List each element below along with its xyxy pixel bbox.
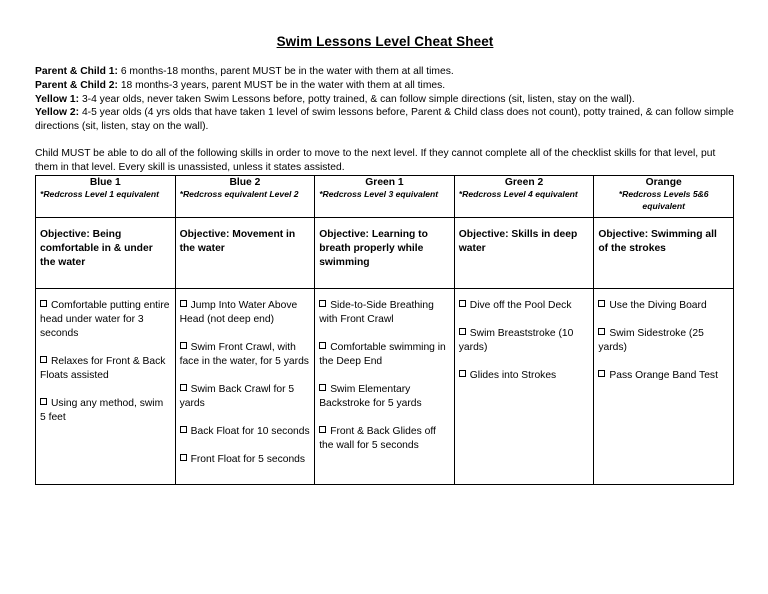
objective-blue-2: Objective: Movement in the water <box>175 217 315 288</box>
checkbox-icon[interactable] <box>319 384 326 391</box>
level-parent-child-1: Parent & Child 1: 6 months-18 months, parent MUST be in the water with them at all times. <box>35 66 454 77</box>
objective-green-1: Objective: Learning to breath properly while swimming <box>315 217 455 288</box>
objective-blue-1: Objective: Being comfortable in & under the water <box>36 217 176 288</box>
skill-item: Jump Into Water Above Head (not deep end) <box>179 299 298 325</box>
table-header-row <box>36 175 734 217</box>
skill-item: Dive off the Pool Deck <box>459 299 590 313</box>
level-parent-child-2: Parent & Child 2: 18 months-3 years, parent MUST be in the water with them at all times. <box>35 79 446 91</box>
level-descriptions <box>35 65 735 134</box>
checkbox-icon[interactable] <box>180 342 187 349</box>
skill-item: Using any method, swim 5 feet <box>40 397 164 423</box>
skill-item: Swim Elementary Backstroke for 5 yards <box>319 383 422 409</box>
skills-orange <box>594 288 734 484</box>
checkbox-icon[interactable] <box>180 300 187 307</box>
checkbox-icon[interactable] <box>319 342 326 349</box>
skill-item: Side-to-Side Breathing with Front Crawl <box>319 299 434 325</box>
skills-green-2 <box>454 288 594 484</box>
column-header-blue-2: Blue 2 *Redcross equivalent Level 2 <box>175 175 315 217</box>
skill-item: Back Float for 10 seconds <box>180 425 311 439</box>
skill-item: Front & Back Glides off the wall for 5 seconds <box>319 425 436 451</box>
page-title: Swim Lessons Level Cheat Sheet <box>276 34 494 49</box>
intro-paragraph: Child MUST be able to do all of the following skills in order to move to the next level. If they cannot complete all of the checklist skills for that level, put them in that level. Every skill is unassisted, unless it states assisted. <box>35 147 716 173</box>
column-header-blue-1: Blue 1 *Redcross Level 1 equivalent <box>36 175 176 217</box>
checkbox-icon[interactable] <box>598 370 605 377</box>
column-header-orange: Orange *Redcross Levels 5&6 equivalent <box>594 175 734 217</box>
skills-row <box>36 288 734 484</box>
checkbox-icon[interactable] <box>40 356 47 363</box>
checkbox-icon[interactable] <box>459 328 466 335</box>
skills-blue-2 <box>175 288 315 484</box>
skills-blue-1 <box>36 288 176 484</box>
skill-item: Glides into Strokes <box>459 369 590 383</box>
level-table <box>35 175 734 485</box>
skill-item: Front Float for 5 seconds <box>180 453 311 467</box>
skill-item: Use the Diving Board <box>598 299 729 313</box>
column-header-green-1: Green 1 *Redcross Level 3 equivalent <box>315 175 455 217</box>
checkbox-icon[interactable] <box>459 300 466 307</box>
checkbox-icon[interactable] <box>598 328 605 335</box>
skill-item: Swim Back Crawl for 5 yards <box>179 383 295 409</box>
checkbox-icon[interactable] <box>40 300 47 307</box>
skills-green-1 <box>315 288 455 484</box>
document-page <box>35 34 735 485</box>
checkbox-icon[interactable] <box>180 426 187 433</box>
checkbox-icon[interactable] <box>180 454 187 461</box>
skill-item: Swim Breaststroke (10 yards) <box>458 327 574 353</box>
checkbox-icon[interactable] <box>319 300 326 307</box>
skill-item: Relaxes for Front & Back Floats assisted <box>40 355 166 381</box>
checkbox-icon[interactable] <box>40 398 47 405</box>
level-yellow-2: Yellow 2: 4-5 year olds (4 yrs olds that have taken 1 level of swim lessons before, Parent & Child class does not count), potty trained, & can follow simple directions (sit, listen, stay on the wall). <box>35 107 734 133</box>
skill-item: Swim Front Crawl, with face in the water, for 5 yards <box>179 341 309 367</box>
objective-orange: Objective: Swimming all of the strokes <box>594 217 734 288</box>
skill-item: Swim Sidestroke (25 yards) <box>598 327 704 353</box>
checkbox-icon[interactable] <box>180 384 187 391</box>
checkbox-icon[interactable] <box>459 370 466 377</box>
objective-row <box>36 217 734 288</box>
checkbox-icon[interactable] <box>598 300 605 307</box>
checkbox-icon[interactable] <box>319 426 326 433</box>
level-yellow-1: Yellow 1: 3-4 year olds, never taken Swim Lessons before, potty trained, & can follow simple directions (sit, listen, stay on the wall). <box>35 93 635 105</box>
skill-item: Comfortable putting entire head under water for 3 seconds <box>40 299 170 339</box>
objective-green-2: Objective: Skills in deep water <box>454 217 594 288</box>
skill-item: Pass Orange Band Test <box>598 369 729 383</box>
column-header-green-2: Green 2 *Redcross Level 4 equivalent <box>454 175 594 217</box>
skill-item: Comfortable swimming in the Deep End <box>319 341 446 367</box>
